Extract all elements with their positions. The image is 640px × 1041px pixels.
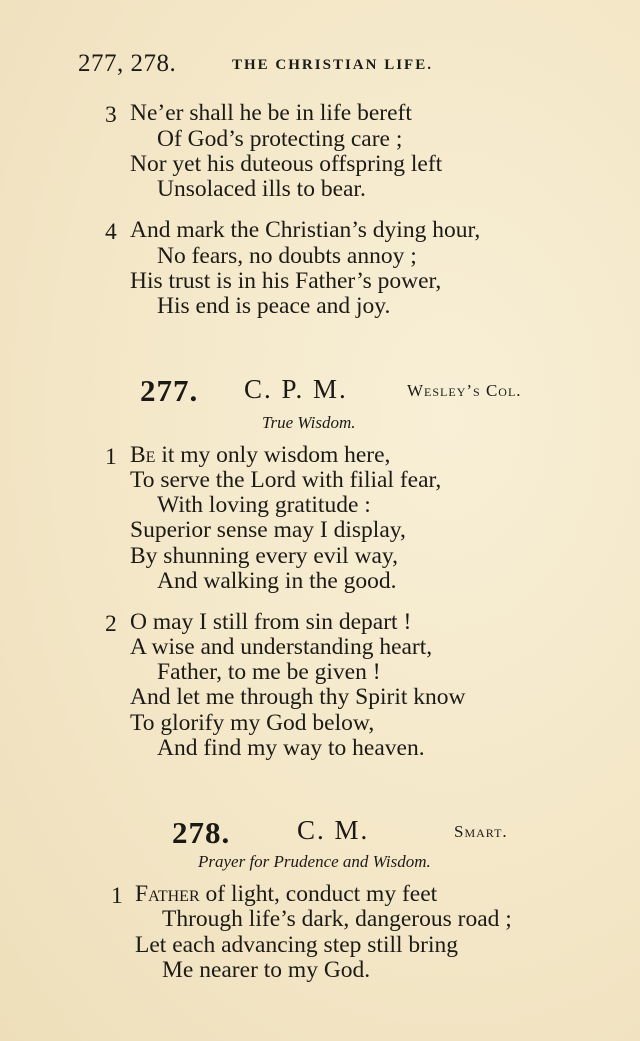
hymn-tune: Smart.	[454, 822, 508, 841]
running-head-numbers: 277, 278.	[78, 50, 177, 77]
verse-line: Superior sense may I display,	[130, 517, 406, 543]
verse-number: 2	[105, 611, 117, 637]
verse-line: By shunning every evil way,	[130, 543, 399, 569]
verse-number: 1	[111, 883, 123, 909]
verse-line	[135, 883, 437, 907]
verse-first-rest: it my only wisdom here,	[155, 442, 391, 468]
verse-line: His end is peace and joy.	[157, 293, 391, 319]
hymn-meter: C. P. M.	[244, 374, 348, 404]
hymn-number: 277.	[140, 373, 199, 408]
verse-line: Nor yet his duteous offspring left	[130, 151, 443, 177]
hymn-tune: Wesley’s Col.	[407, 381, 522, 400]
verse-number: 1	[105, 444, 117, 470]
verse-line: And walking in the good.	[157, 568, 397, 594]
hymn-number: 278.	[172, 815, 231, 850]
running-head-title: THE CHRISTIAN LIFE.	[232, 57, 433, 73]
verse-first-rest: of light, conduct my feet	[199, 881, 438, 907]
hymn-title: Prayer for Prudence and Wisdom.	[198, 852, 431, 871]
hymn-meter: C. M.	[297, 815, 370, 845]
verse-line: Of God’s protecting care ;	[157, 126, 403, 152]
verse-line: His trust is in his Father’s power,	[130, 268, 442, 294]
verse-number: 3	[105, 102, 117, 128]
verse-line: No fears, no doubts annoy ;	[157, 243, 417, 269]
verse-line: Father, to me be given !	[157, 659, 381, 685]
verse-line: Me nearer to my God.	[162, 957, 371, 983]
verse-line: Unsolaced ills to bear.	[157, 176, 366, 202]
verse-line: Ne’er shall he be in life bereft	[130, 100, 412, 126]
verse-line: To glorify my God below,	[130, 710, 375, 736]
verse-first-word: Be	[130, 442, 156, 468]
verse-line: And find my way to heaven.	[157, 735, 425, 761]
verse-line: A wise and understanding heart,	[130, 634, 433, 660]
verse-line: O may I still from sin depart !	[130, 609, 412, 635]
hymn-title: True Wisdom.	[262, 413, 356, 432]
verse-line: With loving gratitude :	[157, 492, 371, 518]
verse-line: And mark the Christian’s dying hour,	[130, 217, 481, 243]
verse-line: Through life’s dark, dangerous road ;	[162, 906, 512, 932]
verse-line	[130, 444, 390, 468]
verse-line: And let me through thy Spirit know	[130, 684, 466, 710]
verse-line: Let each advancing step still bring	[135, 932, 459, 958]
verse-number: 4	[105, 219, 117, 245]
verse-line: To serve the Lord with filial fear,	[130, 467, 442, 493]
verse-first-word: Father	[135, 881, 200, 907]
